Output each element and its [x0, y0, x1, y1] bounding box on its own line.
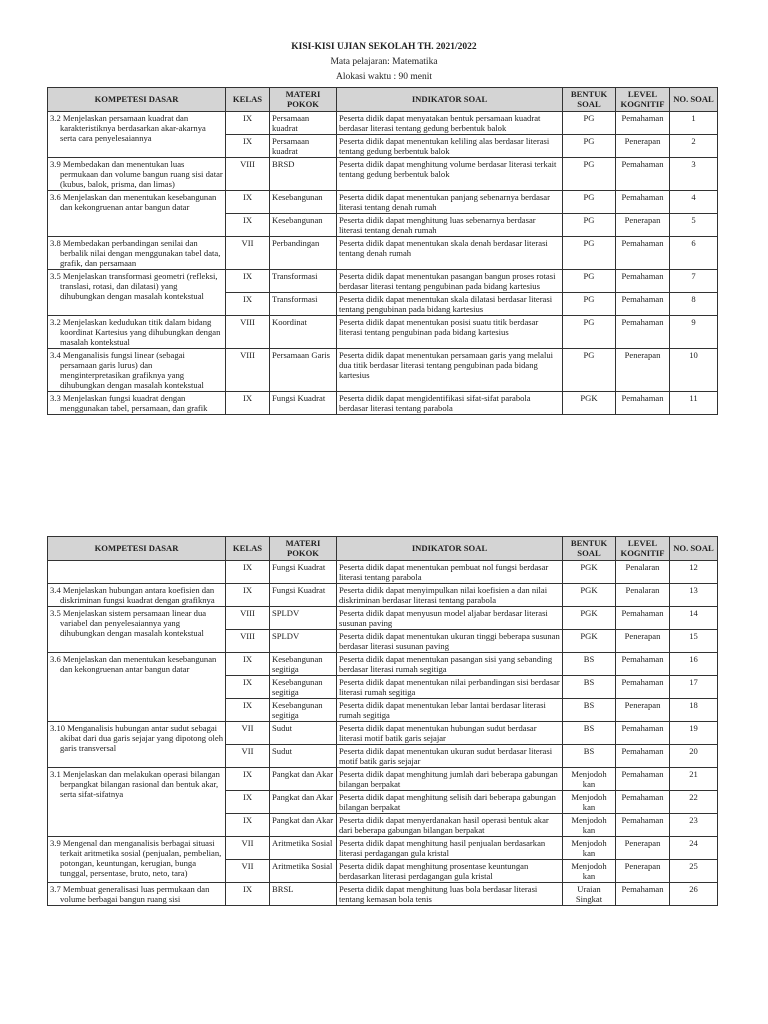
kelas-cell: IX [226, 768, 270, 791]
col-header-kelas: KELAS [226, 537, 270, 561]
level-cell: Pemahaman [616, 768, 670, 791]
no-cell: 25 [670, 860, 718, 883]
no-cell: 18 [670, 699, 718, 722]
bentuk-cell: Menjodoh kan [563, 768, 616, 791]
col-header-level: LEVEL KOGNITIF [616, 88, 670, 112]
level-cell: Penerapan [616, 630, 670, 653]
col-header-no: NO. SOAL [670, 537, 718, 561]
indikator-cell: Peserta didik dapat menghitung luas sebenarnya berdasar literasi tentang denah rumah [337, 214, 563, 237]
kd-cell [48, 768, 226, 837]
kd-cell [48, 237, 226, 270]
bentuk-cell: PG [563, 349, 616, 392]
kd-cell [48, 653, 226, 722]
kd-cell [48, 158, 226, 191]
col-header-kd: KOMPETESI DASAR [48, 88, 226, 112]
no-cell: 16 [670, 653, 718, 676]
kd-text: 3.5 Menjelaskan transformasi geometri (refleksi, translasi, rotasi, dan dilatasi) yang dihubungkan dengan masalah kontekstual [50, 271, 218, 301]
no-cell: 13 [670, 584, 718, 607]
table-row [48, 722, 718, 745]
no-cell: 11 [670, 392, 718, 415]
level-cell: Penalaran [616, 561, 670, 584]
kd-cell [48, 584, 226, 607]
col-header-level: LEVEL KOGNITIF [616, 537, 670, 561]
table-row [48, 270, 718, 293]
no-cell: 15 [670, 630, 718, 653]
indikator-cell: Peserta didik dapat menentukan pasangan bangun proses rotasi berdasar literasi tentang pengubinan pada bidang kartesius [337, 270, 563, 293]
materi-cell: Perbandingan [270, 237, 337, 270]
kelas-cell: IX [226, 814, 270, 837]
materi-cell: Persamaan kuadrat [270, 135, 337, 158]
indikator-cell: Peserta didik dapat menentukan pembuat nol fungsi berdasar literasi tentang parabola [337, 561, 563, 584]
bentuk-cell: BS [563, 676, 616, 699]
kd-cell [48, 112, 226, 158]
no-cell: 9 [670, 316, 718, 349]
kd-text: 3.2 Menjelaskan kedudukan titik dalam bidang koordinat Kartesius yang dihubungkan dengan masalah kontekstual [50, 317, 221, 347]
indikator-cell: Peserta didik dapat menghitung volume berdasar literasi terkait tentang gedung berbentuk balok [337, 158, 563, 191]
no-cell: 2 [670, 135, 718, 158]
kelas-cell: VII [226, 860, 270, 883]
level-cell: Pemahaman [616, 676, 670, 699]
indikator-cell: Peserta didik dapat menghitung hasil penjualan berdasarkan literasi perdagangan gula kristal [337, 837, 563, 860]
no-cell: 26 [670, 883, 718, 906]
document-header [0, 40, 768, 85]
bentuk-cell: BS [563, 653, 616, 676]
kelas-cell: IX [226, 270, 270, 293]
materi-cell: Pangkat dan Akar [270, 791, 337, 814]
table-header-row [48, 88, 718, 112]
bentuk-cell: PGK [563, 561, 616, 584]
kelas-cell: IX [226, 191, 270, 214]
indikator-cell: Peserta didik dapat menentukan pasangan sisi yang sebanding berdasar literasi rumah segitiga [337, 653, 563, 676]
col-header-materi: MATERI POKOK [270, 537, 337, 561]
kd-cell [48, 722, 226, 768]
materi-cell: Transformasi [270, 293, 337, 316]
level-cell: Pemahaman [616, 316, 670, 349]
kelas-cell: VII [226, 722, 270, 745]
level-cell: Pemahaman [616, 191, 670, 214]
indikator-cell: Peserta didik dapat menentukan posisi suatu titik berdasar literasi tentang pengubinan pada bidang kartesius [337, 316, 563, 349]
kelas-cell: VIII [226, 316, 270, 349]
kd-text: 3.10 Menganalisis hubungan antar sudut sebagai akibat dari dua garis sejajar yang dipotong oleh garis transversal [50, 723, 223, 753]
level-cell: Penalaran [616, 584, 670, 607]
bentuk-cell: PG [563, 135, 616, 158]
kd-text: 3.6 Menjelaskan dan menentukan kesebangunan dan kekongruenan antar bangun datar [50, 654, 217, 674]
bentuk-cell: Menjodoh kan [563, 814, 616, 837]
indikator-cell: Peserta didik dapat menentukan ukuran sudut berdasar literasi motif batik garis sejajar [337, 745, 563, 768]
kd-cell [48, 270, 226, 316]
table-body [48, 112, 718, 415]
level-cell: Pemahaman [616, 653, 670, 676]
materi-cell: Pangkat dan Akar [270, 814, 337, 837]
level-cell: Pemahaman [616, 270, 670, 293]
materi-cell: Pangkat dan Akar [270, 768, 337, 791]
indikator-cell: Peserta didik dapat menentukan skala dilatasi berdasar literasi tentang pengubinan pada bidang kartesius [337, 293, 563, 316]
time-allocation: Alokasi waktu : 90 menit [335, 72, 433, 82]
kelas-cell: IX [226, 883, 270, 906]
level-cell: Pemahaman [616, 112, 670, 135]
bentuk-cell: PGK [563, 392, 616, 415]
no-cell: 19 [670, 722, 718, 745]
materi-cell: Fungsi Kuadrat [270, 584, 337, 607]
table-header-row [48, 537, 718, 561]
kd-text: 3.9 Membedakan dan menentukan luas permukaan dan volume bangun ruang sisi datar (kubus, balok, prisma, dan limas) [50, 159, 223, 189]
kelas-cell: IX [226, 676, 270, 699]
materi-cell: Kesebangunan [270, 214, 337, 237]
bentuk-cell: Menjodoh kan [563, 860, 616, 883]
indikator-cell: Peserta didik dapat menentukan persamaan garis yang melalui dua titik berdasar literasi tentang pengubinan pada bidang kartesius [337, 349, 563, 392]
kd-text: 3.2 Menjelaskan persamaan kuadrat dan karakteristiknya berdasarkan akar-akarnya serta cara penyelesaiannya [50, 113, 206, 143]
bentuk-cell: PG [563, 270, 616, 293]
indikator-cell: Peserta didik dapat menghitung selisih dari beberapa gabungan bilangan berpakat [337, 791, 563, 814]
materi-cell: Fungsi Kuadrat [270, 561, 337, 584]
kelas-cell: IX [226, 293, 270, 316]
col-header-bentuk: BENTUK SOAL [563, 88, 616, 112]
indikator-cell: Peserta didik dapat menentukan lebar lantai berdasar literasi rumah segitiga [337, 699, 563, 722]
bentuk-cell: Menjodoh kan [563, 791, 616, 814]
no-cell: 17 [670, 676, 718, 699]
materi-cell: Aritmetika Sosial [270, 837, 337, 860]
bentuk-cell: BS [563, 699, 616, 722]
no-cell: 20 [670, 745, 718, 768]
kelas-cell: VII [226, 237, 270, 270]
bentuk-cell: PG [563, 316, 616, 349]
bentuk-cell: PG [563, 214, 616, 237]
table-row [48, 112, 718, 135]
materi-cell: Persamaan Garis [270, 349, 337, 392]
level-cell: Pemahaman [616, 791, 670, 814]
indikator-cell: Peserta didik dapat menyatakan bentuk persamaan kuadrat berdasar literasi tentang gedung berbentuk balok [337, 112, 563, 135]
indikator-cell: Peserta didik dapat menyimpulkan nilai koefisien a dan nilai diskriminan berdasar literasi tentang parabola [337, 584, 563, 607]
kelas-cell: IX [226, 214, 270, 237]
indikator-cell: Peserta didik dapat menentukan nilai perbandingan sisi berdasar literasi rumah segitiga [337, 676, 563, 699]
table-row [48, 316, 718, 349]
indikator-cell: Peserta didik dapat menyusun model aljabar berdasar literasi susunan paving [337, 607, 563, 630]
bentuk-cell: PGK [563, 607, 616, 630]
kelas-cell: VIII [226, 630, 270, 653]
kd-text: 3.4 Menganalisis fungsi linear (sebagai persamaan garis lurus) dan menginterpretasikan grafiknya yang dihubungkan dengan masalah kontekstual [50, 350, 204, 390]
kd-text: 3.6 Menjelaskan dan menentukan kesebangunan dan kekongruenan antar bangun datar [50, 192, 217, 212]
kisi-table-1 [47, 87, 718, 415]
kelas-cell: IX [226, 112, 270, 135]
subject-line: Mata pelajaran: Matematika [330, 57, 438, 67]
level-cell: Pemahaman [616, 745, 670, 768]
kd-cell [48, 607, 226, 653]
indikator-cell: Peserta didik dapat menghitung jumlah dari beberapa gabungan bilangan berpakat [337, 768, 563, 791]
level-cell: Pemahaman [616, 814, 670, 837]
bentuk-cell: PG [563, 191, 616, 214]
col-header-indikator: INDIKATOR SOAL [337, 88, 563, 112]
col-header-materi: MATERI POKOK [270, 88, 337, 112]
table-row [48, 349, 718, 392]
table-body [48, 561, 718, 906]
bentuk-cell: PG [563, 237, 616, 270]
no-cell: 22 [670, 791, 718, 814]
no-cell: 3 [670, 158, 718, 191]
indikator-cell: Peserta didik dapat menentukan panjang sebenarnya berdasar literasi tentang denah rumah [337, 191, 563, 214]
table-row [48, 584, 718, 607]
col-header-bentuk: BENTUK SOAL [563, 537, 616, 561]
kelas-cell: IX [226, 561, 270, 584]
level-cell: Pemahaman [616, 607, 670, 630]
level-cell: Penerapan [616, 860, 670, 883]
indikator-cell: Peserta didik dapat menyerdanakan hasil operasi bentuk akar dari beberapa gabungan bilangan berpakat [337, 814, 563, 837]
kd-cell [48, 316, 226, 349]
level-cell: Pemahaman [616, 158, 670, 191]
indikator-cell: Peserta didik dapat menentukan ukuran tinggi beberapa susunan berdasar literasi susunan paving [337, 630, 563, 653]
materi-cell: BRSL [270, 883, 337, 906]
kd-text: 3.7 Membuat generalisasi luas permukaan dan volume berbagai bangun ruang sisi [50, 884, 210, 904]
table-row [48, 237, 718, 270]
document-title: KISI-KISI UJIAN SEKOLAH TH. 2021/2022 [291, 42, 477, 52]
level-cell: Penerapan [616, 214, 670, 237]
bentuk-cell: Menjodoh kan [563, 837, 616, 860]
table-row [48, 561, 718, 584]
level-cell: Pemahaman [616, 237, 670, 270]
no-cell: 1 [670, 112, 718, 135]
materi-cell: Kesebangunan segitiga [270, 653, 337, 676]
no-cell: 12 [670, 561, 718, 584]
no-cell: 23 [670, 814, 718, 837]
table-row [48, 607, 718, 630]
table-row [48, 191, 718, 214]
materi-cell: Persamaan kuadrat [270, 112, 337, 135]
materi-cell: Fungsi Kuadrat [270, 392, 337, 415]
no-cell: 7 [670, 270, 718, 293]
bentuk-cell: PG [563, 293, 616, 316]
no-cell: 21 [670, 768, 718, 791]
materi-cell: SPLDV [270, 607, 337, 630]
bentuk-cell: BS [563, 745, 616, 768]
materi-cell: Kesebangunan segitiga [270, 676, 337, 699]
kelas-cell: IX [226, 392, 270, 415]
kelas-cell: IX [226, 584, 270, 607]
no-cell: 4 [670, 191, 718, 214]
kelas-cell: IX [226, 699, 270, 722]
materi-cell: Kesebangunan segitiga [270, 699, 337, 722]
kelas-cell: IX [226, 791, 270, 814]
materi-cell: Sudut [270, 722, 337, 745]
kd-cell [48, 349, 226, 392]
kelas-cell: VII [226, 837, 270, 860]
no-cell: 6 [670, 237, 718, 270]
table-row [48, 653, 718, 676]
kd-cell [48, 837, 226, 883]
materi-cell: Aritmetika Sosial [270, 860, 337, 883]
bentuk-cell: PGK [563, 584, 616, 607]
materi-cell: Koordinat [270, 316, 337, 349]
level-cell: Pemahaman [616, 293, 670, 316]
level-cell: Penerapan [616, 349, 670, 392]
bentuk-cell: PG [563, 112, 616, 135]
no-cell: 8 [670, 293, 718, 316]
col-header-indikator: INDIKATOR SOAL [337, 537, 563, 561]
materi-cell: BRSD [270, 158, 337, 191]
kisi-table-2 [47, 536, 718, 906]
kd-text: 3.3 Menjelaskan fungsi kuadrat dengan menggunakan tabel, persamaan, dan grafik [50, 393, 208, 413]
level-cell: Penerapan [616, 699, 670, 722]
materi-cell: SPLDV [270, 630, 337, 653]
level-cell: Pemahaman [616, 722, 670, 745]
level-cell: Pemahaman [616, 883, 670, 906]
kelas-cell: IX [226, 653, 270, 676]
level-cell: Pemahaman [616, 392, 670, 415]
col-header-kd: KOMPETESI DASAR [48, 537, 226, 561]
kd-text: 3.9 Mengenal dan menganalisis berbagai situasi terkait aritmetika sosial (penjualan, pembelian, potongan, keuntungan, kerugian, bunga tunggal, persentase, bruto, neto, tara) [50, 838, 222, 878]
kd-text: 3.4 Menjelaskan hubungan antara koefisien dan diskriminan fungsi kuadrat dengan grafiknya [50, 585, 215, 605]
kd-cell [48, 392, 226, 415]
level-cell: Penerapan [616, 135, 670, 158]
materi-cell: Sudut [270, 745, 337, 768]
table-row [48, 883, 718, 906]
col-header-no: NO. SOAL [670, 88, 718, 112]
kelas-cell: VIII [226, 349, 270, 392]
kd-cell [48, 883, 226, 906]
indikator-cell: Peserta didik dapat menentukan hubungan sudut berdasar literasi motif batik garis sejajar [337, 722, 563, 745]
indikator-cell: Peserta didik dapat menentukan keliling alas berdasar literasi tentang gedung berbentuk balok [337, 135, 563, 158]
indikator-cell: Peserta didik dapat menghitung prosentase keuntungan berdasarkan literasi perdagangan gula kristal [337, 860, 563, 883]
kd-cell [48, 191, 226, 237]
no-cell: 5 [670, 214, 718, 237]
bentuk-cell: BS [563, 722, 616, 745]
kelas-cell: VIII [226, 607, 270, 630]
indikator-cell: Peserta didik dapat menentukan skala denah berdasar literasi tentang denah rumah [337, 237, 563, 270]
kelas-cell: VIII [226, 158, 270, 191]
no-cell: 10 [670, 349, 718, 392]
kd-cell [48, 561, 226, 584]
kelas-cell: IX [226, 135, 270, 158]
col-header-kelas: KELAS [226, 88, 270, 112]
no-cell: 14 [670, 607, 718, 630]
kelas-cell: VII [226, 745, 270, 768]
table-row [48, 158, 718, 191]
level-cell: Penerapan [616, 837, 670, 860]
bentuk-cell: Uraian Singkat [563, 883, 616, 906]
indikator-cell: Peserta didik dapat mengidentifikasi sifat-sifat parabola berdasar literasi tentang parabola [337, 392, 563, 415]
kd-text: 3.1 Menjelaskan dan melakukan operasi bilangan berpangkat bilangan rasional dan bentuk akar, serta sifat-sifatnya [50, 769, 220, 799]
kd-text: 3.5 Menjelaskan sistem persamaan linear dua variabel dan penyelesaiannya yang dihubungkan dengan masalah kontekstual [50, 608, 207, 638]
bentuk-cell: PG [563, 158, 616, 191]
indikator-cell: Peserta didik dapat menghitung luas bola berdasar literasi tentang kemasan bola tenis [337, 883, 563, 906]
table-row [48, 837, 718, 860]
materi-cell: Transformasi [270, 270, 337, 293]
table-row [48, 392, 718, 415]
no-cell: 24 [670, 837, 718, 860]
materi-cell: Kesebangunan [270, 191, 337, 214]
table-row [48, 768, 718, 791]
bentuk-cell: PGK [563, 630, 616, 653]
kd-text: 3.8 Membedakan perbandingan senilai dan berbalik nilai dengan menggunakan tabel data, grafik, dan persamaan [50, 238, 221, 268]
